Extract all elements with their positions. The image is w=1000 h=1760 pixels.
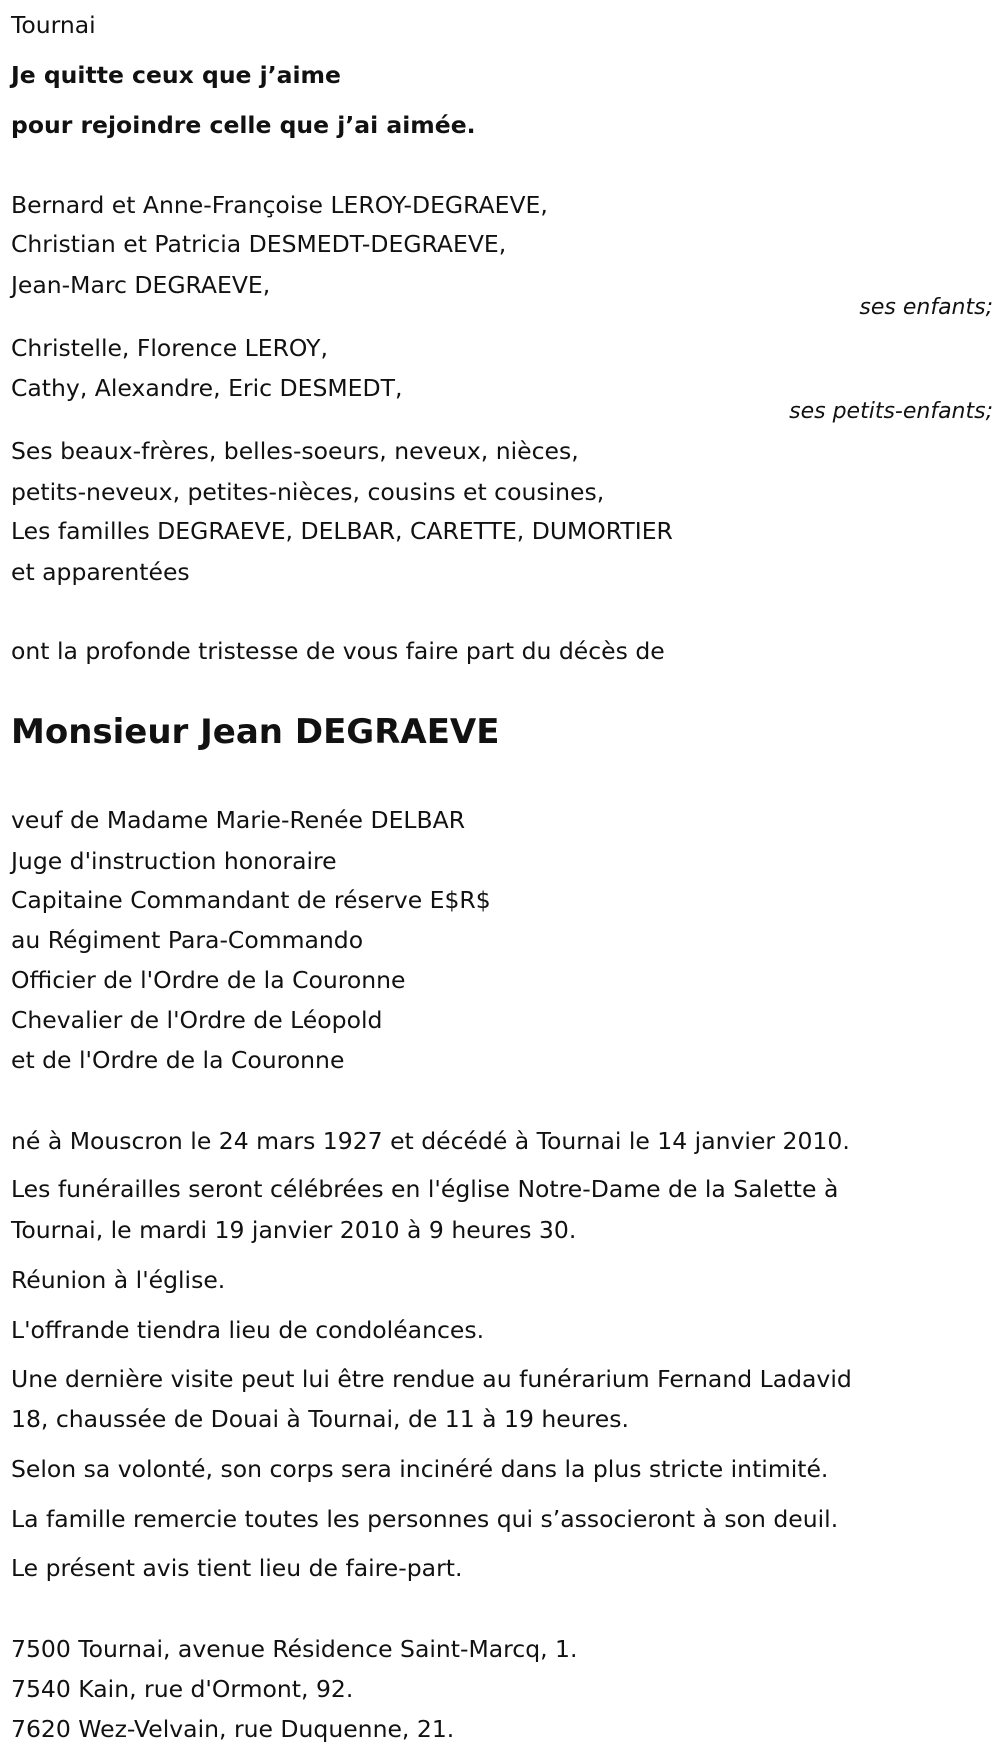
address-line: 7540 Kain, rue d'Ormont, 92. (11, 1675, 354, 1703)
title-line: Chevalier de l'Ordre de Léopold (11, 1006, 383, 1034)
children-line: Christian et Patricia DESMEDT-DEGRAEVE, (11, 230, 507, 258)
quote-line: pour rejoindre celle que j’ai aimée. (11, 111, 476, 139)
detail-line: Tournai, le mardi 19 janvier 2010 à 9 heures 30. (11, 1216, 577, 1244)
title-line: Capitaine Commandant de réserve E$R$ (11, 886, 491, 914)
title-line: au Régiment Para-Commando (11, 926, 364, 954)
grandchildren-line: Christelle, Florence LEROY, (11, 334, 328, 362)
address-line: 7620 Wez-Velvain, rue Duquenne, 21. (11, 1715, 455, 1743)
children-line: Bernard et Anne-Françoise LEROY-DEGRAEVE, (11, 191, 548, 219)
detail-line: 18, chaussée de Douai à Tournai, de 11 à 19 heures. (11, 1405, 629, 1433)
deceased-name: Monsieur Jean DEGRAEVE (11, 712, 500, 752)
announcement: ont la profonde tristesse de vous faire part du décès de (11, 637, 665, 665)
detail-line: Les funérailles seront célébrées en l'église Notre-Dame de la Salette à (11, 1175, 839, 1203)
detail-line: La famille remercie toutes les personnes qui s’associeront à son deuil. (11, 1505, 839, 1533)
detail-line: Une dernière visite peut lui être rendue au funérarium Fernand Ladavid (11, 1365, 852, 1393)
children-line: Jean-Marc DEGRAEVE, (11, 271, 271, 299)
title-line: veuf de Madame Marie-Renée DELBAR (11, 806, 466, 834)
relatives-line: petits-neveux, petites-nièces, cousins et cousines, (11, 478, 605, 506)
grandchildren-line: Cathy, Alexandre, Eric DESMEDT, (11, 374, 403, 402)
detail-line: Selon sa volonté, son corps sera incinéré dans la plus stricte intimité. (11, 1455, 829, 1483)
detail-line: né à Mouscron le 24 mars 1927 et décédé à Tournai le 14 janvier 2010. (11, 1127, 850, 1155)
detail-line: Le présent avis tient lieu de faire-part. (11, 1554, 463, 1582)
relatives-line: et apparentées (11, 558, 190, 586)
relatives-line: Ses beaux-frères, belles-soeurs, neveux, nièces, (11, 437, 579, 465)
children-label: ses enfants; (859, 295, 993, 320)
quote-line: Je quitte ceux que j’aime (11, 61, 341, 89)
address-line: 7500 Tournai, avenue Résidence Saint-Marcq, 1. (11, 1635, 578, 1663)
title-line: Juge d'instruction honoraire (11, 847, 337, 875)
relatives-line: Les familles DEGRAEVE, DELBAR, CARETTE, DUMORTIER (11, 517, 673, 545)
grandchildren-label: ses petits-enfants; (789, 399, 993, 424)
detail-line: L'offrande tiendra lieu de condoléances. (11, 1316, 485, 1344)
location: Tournai (11, 11, 96, 39)
detail-line: Réunion à l'église. (11, 1266, 226, 1294)
title-line: et de l'Ordre de la Couronne (11, 1046, 345, 1074)
title-line: Officier de l'Ordre de la Couronne (11, 966, 406, 994)
